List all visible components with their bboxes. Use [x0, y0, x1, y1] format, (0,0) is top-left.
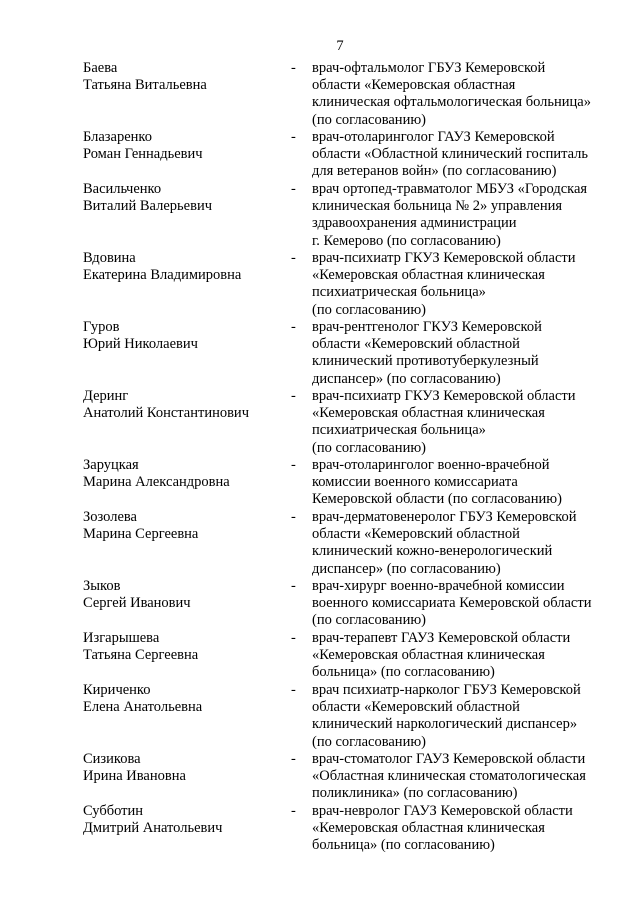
member-position: [312, 319, 612, 388]
member-position: [312, 578, 612, 630]
member-position: [312, 60, 612, 129]
position-line: (по согласованию): [312, 301, 426, 318]
separator-dash: -: [291, 509, 296, 525]
position-line: диспансер» (по согласованию): [312, 560, 501, 577]
position-line: врач-психиатр ГКУЗ Кемеровской области: [312, 388, 576, 404]
member-given-names: Роман Геннадьевич: [83, 146, 203, 163]
position-line: врач-офтальмолог ГБУЗ Кемеровской: [312, 60, 546, 76]
member-surname: Заруцкая: [83, 457, 139, 473]
separator-dash: -: [291, 60, 296, 76]
member-surname: Деринг: [83, 388, 129, 404]
position-line: (по согласованию): [312, 111, 426, 128]
position-line: врач-отоларинголог военно-врачебной: [312, 457, 550, 473]
member-given-names: Марина Александровна: [83, 474, 230, 491]
separator-dash: -: [291, 682, 296, 698]
position-line: врач-стоматолог ГАУЗ Кемеровской области: [312, 751, 586, 767]
position-line: врач-терапевт ГАУЗ Кемеровской области: [312, 630, 571, 646]
member-surname: Сизикова: [83, 751, 141, 767]
position-line: г. Кемерово (по согласованию): [312, 232, 501, 249]
member-position: [312, 630, 612, 682]
separator-dash: -: [291, 751, 296, 767]
separator-dash: -: [291, 129, 296, 145]
position-line: диспансер» (по согласованию): [312, 370, 501, 387]
position-line: психиатрическая больница»: [312, 284, 486, 301]
member-surname: Изгарышева: [83, 630, 160, 646]
position-line: врач-психиатр ГКУЗ Кемеровской области: [312, 250, 576, 266]
member-name: [83, 457, 283, 491]
position-line: «Кемеровская областная клиническая: [312, 267, 545, 284]
position-line: «Кемеровская областная клиническая: [312, 405, 545, 422]
member-position: [312, 682, 612, 751]
position-line: поликлиника» (по согласованию): [312, 785, 518, 802]
member-given-names: Екатерина Владимировна: [83, 267, 242, 284]
position-line: области «Кемеровский областной: [312, 336, 520, 353]
member-given-names: Анатолий Константинович: [83, 405, 249, 422]
member-given-names: Татьяна Витальевна: [83, 77, 207, 94]
member-position: [312, 751, 612, 803]
member-name: [83, 319, 283, 353]
position-line: области «Кемеровский областной: [312, 526, 520, 543]
separator-dash: -: [291, 803, 296, 819]
position-line: «Областная клиническая стоматологическая: [312, 768, 586, 785]
separator-dash: -: [291, 388, 296, 404]
member-name: [83, 60, 283, 94]
separator-dash: -: [291, 457, 296, 473]
position-line: (по согласованию): [312, 439, 426, 456]
position-line: врач психиатр-нарколог ГБУЗ Кемеровской: [312, 682, 581, 698]
position-line: клинический противотуберкулезный: [312, 353, 539, 370]
member-name: [83, 509, 283, 543]
member-given-names: Марина Сергеевна: [83, 526, 199, 543]
position-line: «Кемеровская областная клиническая: [312, 820, 545, 837]
position-line: больница» (по согласованию): [312, 837, 495, 854]
position-line: здравоохранения администрации: [312, 215, 517, 232]
member-given-names: Дмитрий Анатольевич: [83, 820, 223, 837]
member-given-names: Елена Анатольевна: [83, 699, 203, 716]
member-surname: Вдовина: [83, 250, 136, 266]
member-given-names: Сергей Иванович: [83, 595, 191, 612]
member-surname: Блазаренко: [83, 129, 152, 145]
member-position: [312, 181, 612, 250]
member-position: [312, 388, 612, 457]
separator-dash: -: [291, 250, 296, 266]
member-name: [83, 388, 283, 422]
member-name: [83, 630, 283, 664]
position-line: клинический кожно-венерологический: [312, 543, 553, 560]
member-name: [83, 129, 283, 163]
member-name: [83, 250, 283, 284]
member-position: [312, 129, 612, 181]
member-given-names: Ирина Ивановна: [83, 768, 186, 785]
member-surname: Субботин: [83, 803, 144, 819]
position-line: области «Областной клинический госпиталь: [312, 146, 589, 163]
member-surname: Васильченко: [83, 181, 162, 197]
position-line: врач ортопед-травматолог МБУЗ «Городская: [312, 181, 588, 197]
position-line: военного комиссариата Кемеровской области: [312, 595, 592, 612]
member-position: [312, 803, 612, 855]
position-line: психиатрическая больница»: [312, 422, 486, 439]
member-surname: Гуров: [83, 319, 120, 335]
position-line: врач-отоларинголог ГАУЗ Кемеровской: [312, 129, 555, 145]
member-given-names: Виталий Валерьевич: [83, 198, 212, 215]
position-line: области «Кемеровский областной: [312, 699, 520, 716]
separator-dash: -: [291, 578, 296, 594]
member-surname: Баева: [83, 60, 118, 76]
position-line: «Кемеровская областная клиническая: [312, 647, 545, 664]
position-line: (по согласованию): [312, 612, 426, 629]
position-line: клиническая больница № 2» управления: [312, 198, 563, 215]
member-surname: Зыков: [83, 578, 121, 594]
position-line: врач-рентгенолог ГКУЗ Кемеровской: [312, 319, 542, 335]
member-name: [83, 181, 283, 215]
position-line: врач-невролог ГАУЗ Кемеровской области: [312, 803, 573, 819]
member-name: [83, 751, 283, 785]
position-line: клинический наркологический диспансер»: [312, 716, 578, 733]
position-line: для ветеранов войн» (по согласованию): [312, 163, 557, 180]
position-line: (по согласованию): [312, 733, 426, 750]
position-line: больница» (по согласованию): [312, 664, 495, 681]
member-surname: Зозолева: [83, 509, 137, 525]
position-line: области «Кемеровская областная: [312, 77, 516, 94]
member-name: [83, 578, 283, 612]
member-name: [83, 682, 283, 716]
page-number: 7: [336, 38, 344, 54]
member-given-names: Юрий Николаевич: [83, 336, 198, 353]
separator-dash: -: [291, 181, 296, 197]
position-line: врач-дерматовенеролог ГБУЗ Кемеровской: [312, 509, 577, 525]
separator-dash: -: [291, 319, 296, 335]
member-position: [312, 250, 612, 319]
member-position: [312, 457, 612, 509]
member-position: [312, 509, 612, 578]
position-line: Кемеровской области (по согласованию): [312, 491, 562, 508]
member-name: [83, 803, 283, 837]
member-given-names: Татьяна Сергеевна: [83, 647, 199, 664]
member-surname: Кириченко: [83, 682, 151, 698]
position-line: врач-хирург военно-врачебной комиссии: [312, 578, 565, 594]
position-line: комиссии военного комиссариата: [312, 474, 518, 491]
position-line: клиническая офтальмологическая больница»: [312, 94, 591, 111]
separator-dash: -: [291, 630, 296, 646]
